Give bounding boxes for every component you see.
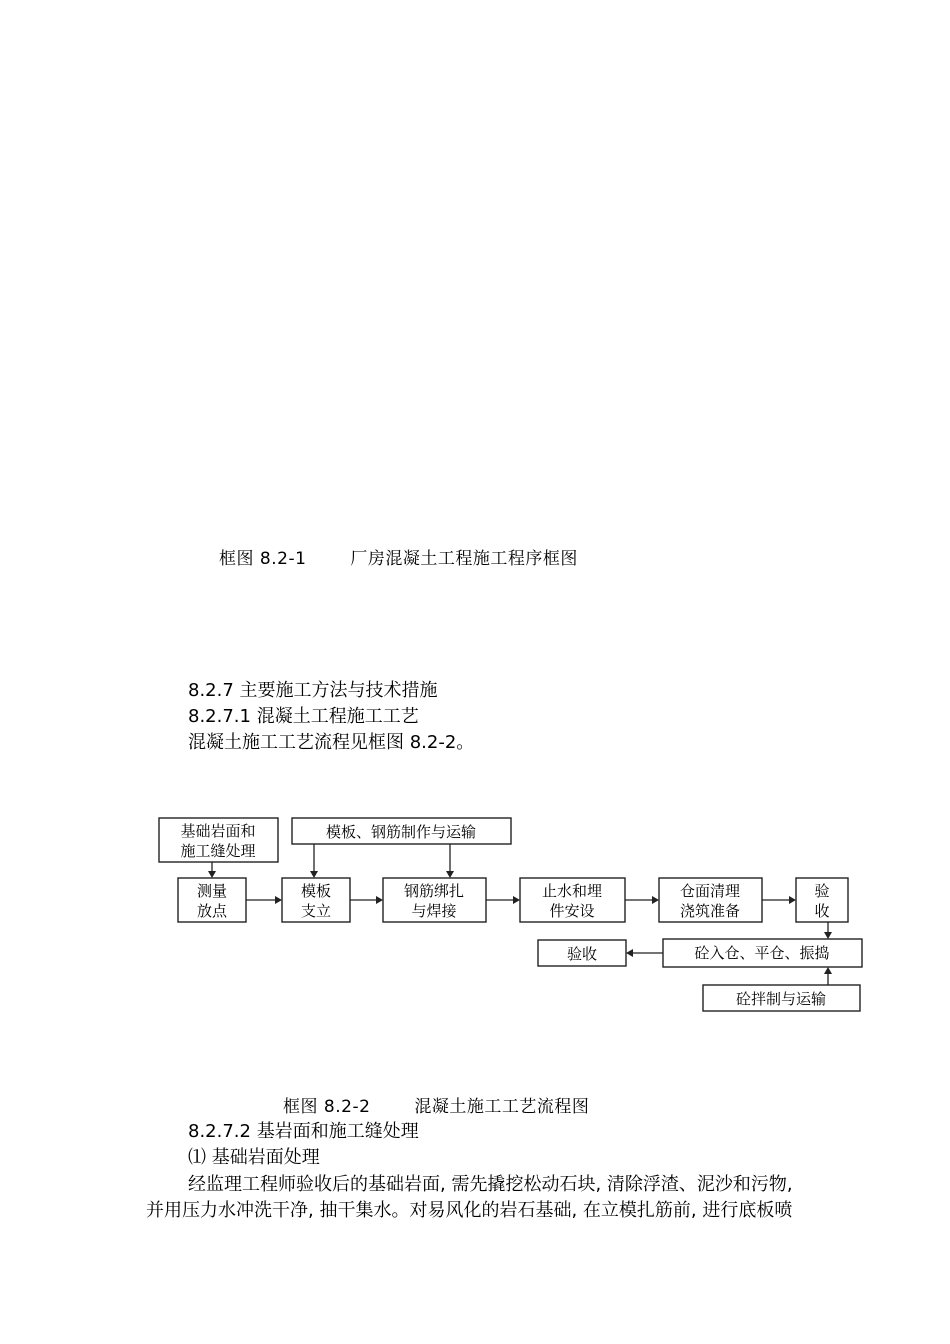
node-formwork-rebar (292, 818, 511, 844)
arrow-mixing-to-placing (824, 967, 832, 985)
node-waterstop-line1: 止水和埋 (541, 882, 603, 900)
arrow-survey-to-formwork (246, 896, 282, 904)
node-cleaning-line2: 浇筑准备 (679, 902, 741, 920)
subheading-bedrock: ⑴ 基础岩面处理 (188, 1147, 320, 1168)
figure-caption-8-2-2 (283, 1092, 589, 1117)
heading-8-2-7: 8.2.7 主要施工方法与技术措施 (188, 680, 438, 701)
node-bedrock (159, 818, 278, 862)
arrow-inspect-to-placing (824, 922, 832, 939)
arrow-placing-to-inspect (626, 949, 663, 957)
node-inspect-1-line1: 验 (814, 882, 830, 900)
arrow-bedrock-to-survey (208, 862, 216, 878)
caption-title: 混凝土施工工艺流程图 (414, 1097, 590, 1117)
node-survey-line2: 放点 (196, 902, 228, 920)
heading-8-2-7-1: 8.2.7.1 混凝土工程施工工艺 (188, 706, 419, 727)
node-waterstop (520, 878, 625, 922)
caption-title: 厂房混凝土工程施工程序框图 (350, 549, 578, 569)
caption-label: 框图 8.2-1 (219, 549, 307, 569)
node-cleaning (659, 878, 762, 922)
node-mixing (703, 985, 860, 1011)
node-inspect-1-line2: 收 (814, 902, 830, 920)
heading-8-2-7-2: 8.2.7.2 基岩面和施工缝处理 (188, 1121, 419, 1142)
node-inspect-2 (538, 940, 626, 966)
arrow-waterstop-to-cleaning (625, 896, 659, 904)
arrow-prep-to-rebar (446, 844, 454, 878)
node-survey (178, 878, 246, 922)
node-formwork-line1: 模板 (300, 882, 332, 900)
node-placing (663, 939, 862, 967)
caption-label: 框图 8.2-2 (283, 1097, 371, 1117)
node-bedrock-line1: 基础岩面和 (180, 822, 256, 840)
node-survey-line1: 测量 (196, 882, 228, 900)
arrow-prep-to-formwork (310, 844, 318, 878)
node-rebar (383, 878, 486, 922)
arrow-cleaning-to-inspect (762, 896, 796, 904)
node-placing-text: 砼入仓、平仓、振捣 (694, 944, 830, 962)
intro-paragraph: 混凝土施工工艺流程见框图 8.2-2。 (188, 732, 475, 753)
node-formwork-rebar-text: 模板、钢筋制作与运输 (325, 823, 477, 841)
arrow-rebar-to-waterstop (486, 896, 520, 904)
paragraph-line-1: 经监理工程师验收后的基础岩面, 需先撬挖松动石块, 清除浮渣、泥沙和污物, (188, 1174, 793, 1195)
node-rebar-line2: 与焊接 (411, 902, 457, 920)
node-mixing-text: 砼拌制与运输 (735, 990, 827, 1008)
arrow-formwork-to-rebar (350, 896, 383, 904)
node-waterstop-line2: 件安设 (549, 902, 595, 920)
node-inspect-2-text: 验收 (566, 945, 598, 963)
node-rebar-line1: 钢筋绑扎 (403, 882, 465, 900)
paragraph-line-2: 并用压力水冲洗干净, 抽干集水。对易风化的岩石基础, 在立模扎筋前, 进行底板喷 (146, 1200, 793, 1221)
node-formwork-line2: 支立 (300, 902, 332, 920)
node-cleaning-line1: 仓面清理 (679, 882, 741, 900)
node-formwork (282, 878, 350, 922)
node-bedrock-line2: 施工缝处理 (180, 842, 256, 860)
node-inspect-1 (796, 878, 848, 922)
